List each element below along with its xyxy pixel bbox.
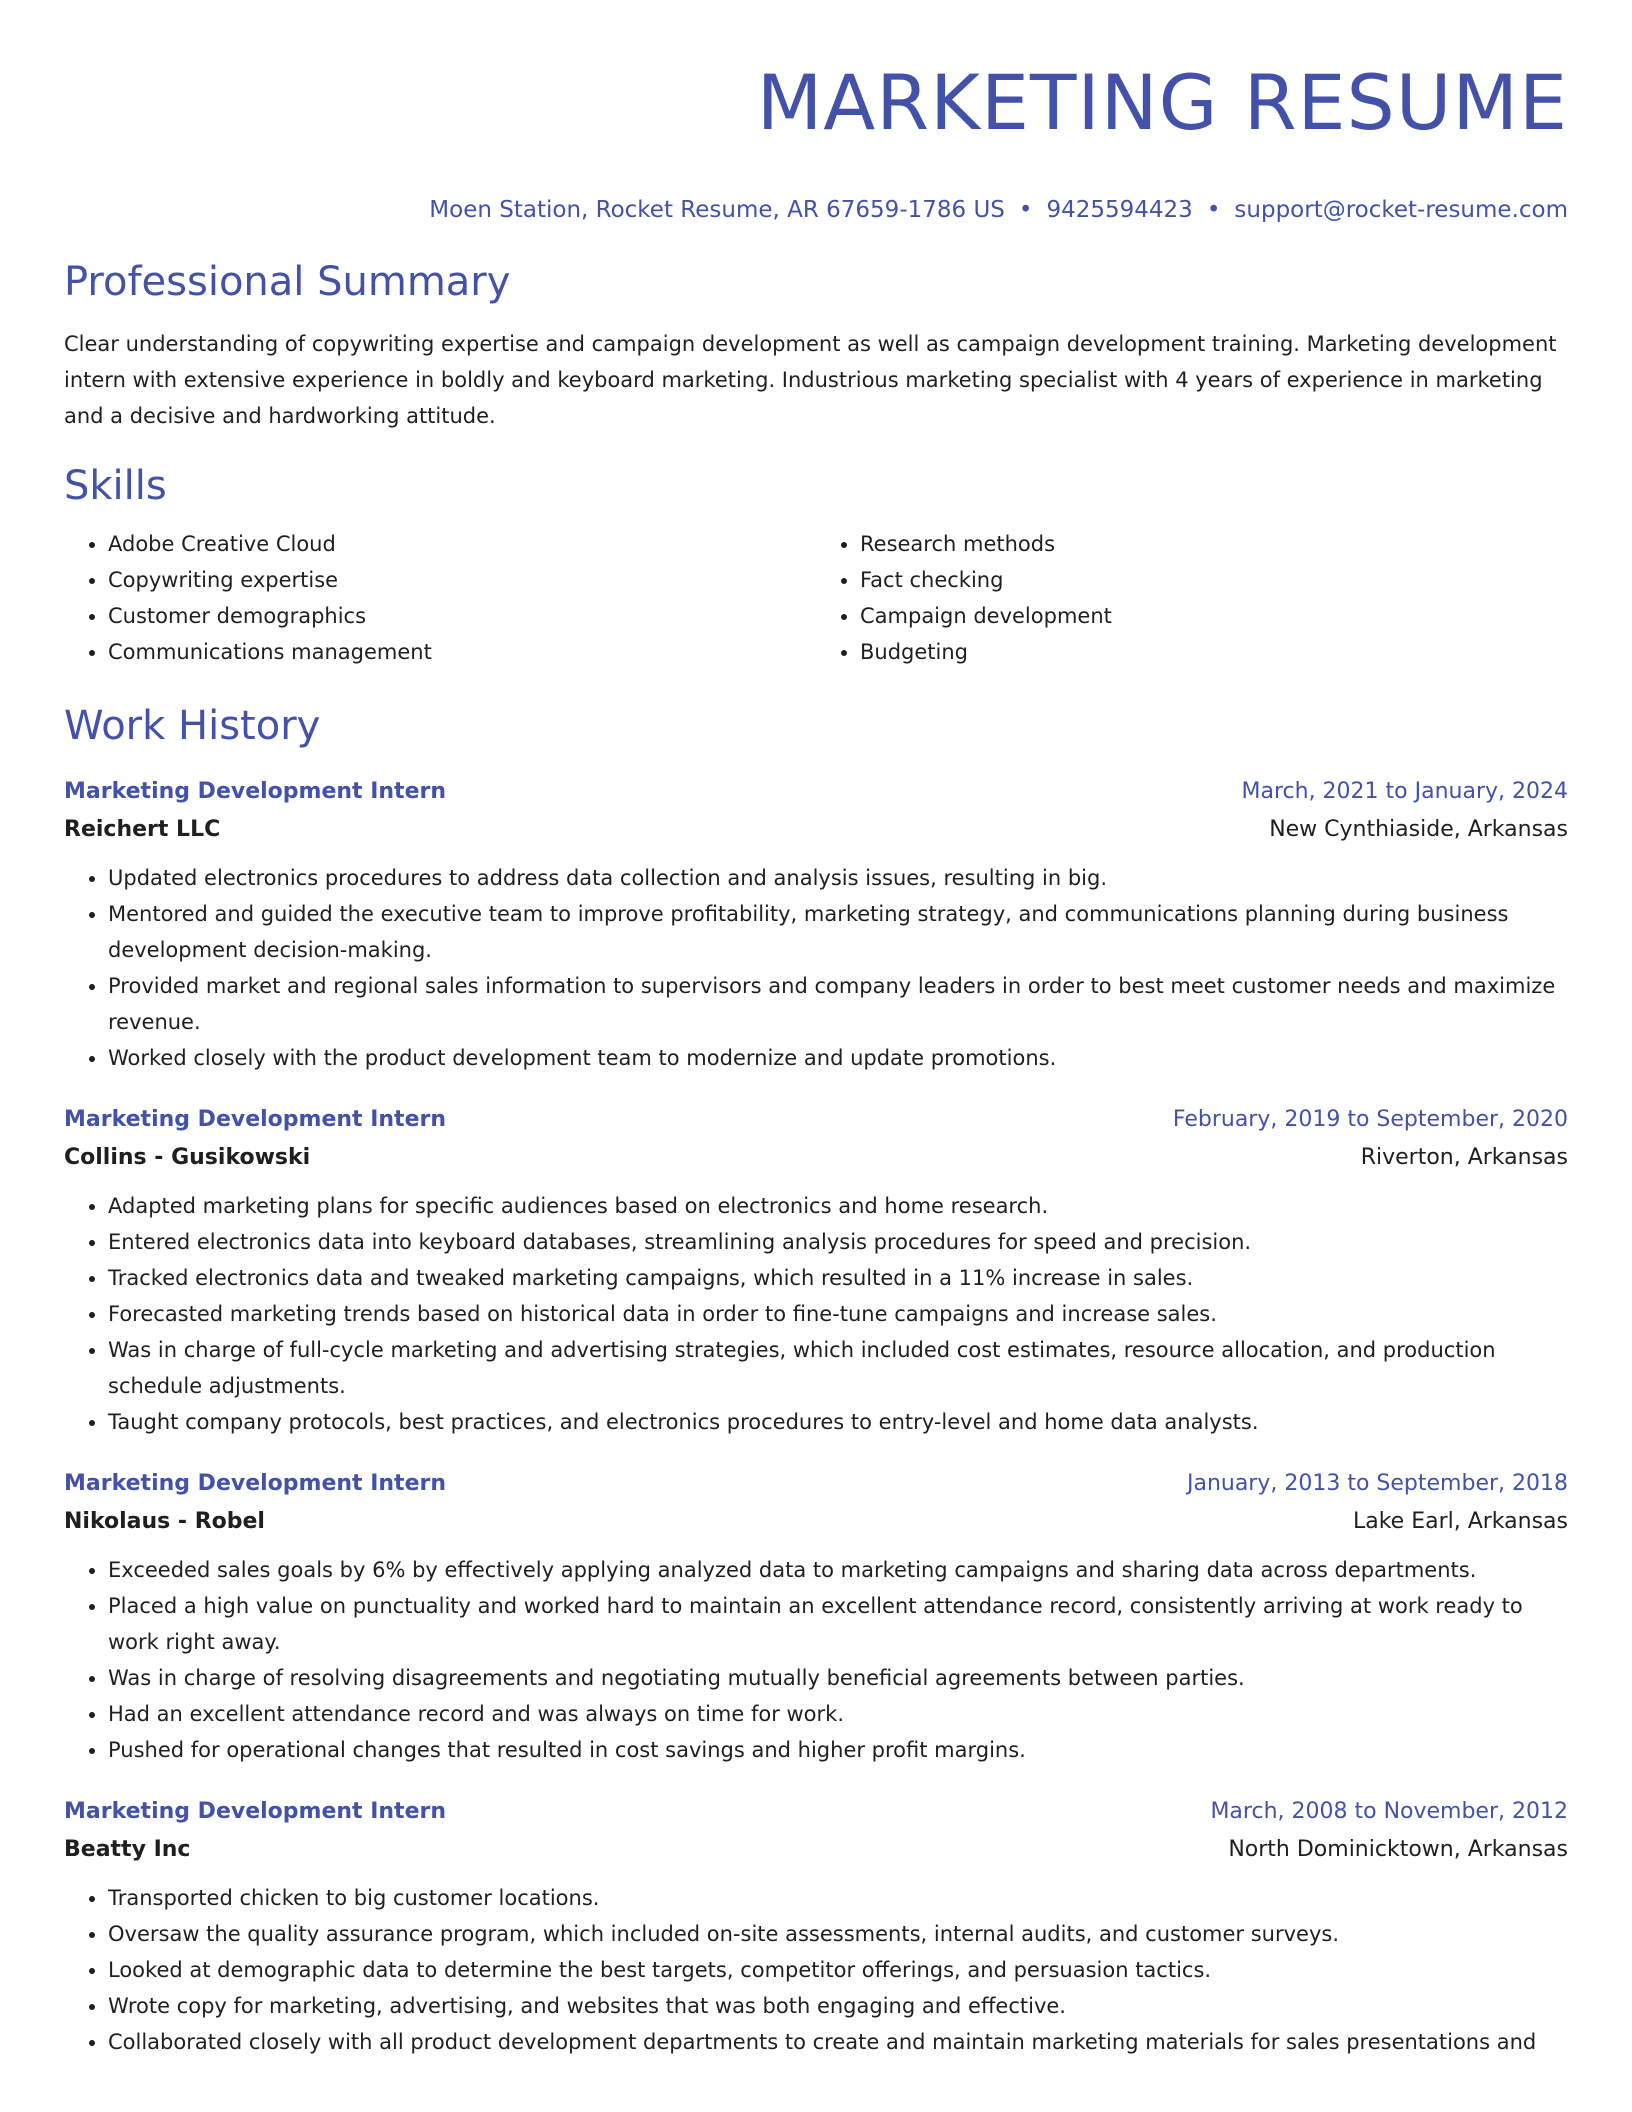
job-bullets xyxy=(64,1552,1568,1768)
job-dates: February, 2019 to September, 2020 xyxy=(1172,1107,1568,1132)
job-bullet: • Pushed for operational changes that resulted in cost savings and higher profit margins. xyxy=(108,1732,1568,1768)
job-company: Beatty Inc xyxy=(64,1837,191,1862)
job-bullet: • Worked closely with the product development team to modernize and update promotions. xyxy=(108,1040,1568,1076)
job-dates: March, 2021 to January, 2024 xyxy=(1241,779,1568,804)
job-title: Marketing Development Intern xyxy=(64,1107,447,1132)
job-company-row xyxy=(64,810,1568,850)
job-company: Reichert LLC xyxy=(64,817,221,842)
work-history-list xyxy=(64,774,1568,2060)
job-header-row xyxy=(64,1794,1568,1830)
job-header-row xyxy=(64,1466,1568,1502)
job-title: Marketing Development Intern xyxy=(64,1799,447,1824)
contact-line xyxy=(64,194,1568,226)
job-company-row xyxy=(64,1138,1568,1178)
job-company-row xyxy=(64,1502,1568,1542)
job-bullets xyxy=(64,860,1568,1076)
job-dates: January, 2013 to September, 2018 xyxy=(1186,1471,1568,1496)
summary-heading: Professional Summary xyxy=(64,259,511,305)
job-title: Marketing Development Intern xyxy=(64,779,447,804)
job-bullet: • Placed a high value on punctuality and worked hard to maintain an excellent attendance record, consistently arriving at work ready to work right away. xyxy=(108,1588,1568,1660)
contact-separator: • xyxy=(1206,197,1221,223)
resume-name: MARKETING RESUME xyxy=(756,58,1568,147)
job-bullet: • Taught company protocols, best practices, and electronics procedures to entry-level and home data analysts. xyxy=(108,1404,1568,1440)
contact-separator: • xyxy=(1018,197,1033,223)
job-company: Nikolaus - Robel xyxy=(64,1509,265,1534)
skill-item: • Research methods xyxy=(860,526,1568,562)
job-bullet: • Was in charge of resolving disagreements and negotiating mutually beneficial agreements between parties. xyxy=(108,1660,1568,1696)
job-location: Riverton, Arkansas xyxy=(1360,1145,1568,1170)
skills-list-left xyxy=(64,526,816,670)
job-bullet: • Had an excellent attendance record and was always on time for work. xyxy=(108,1696,1568,1732)
skill-item: • Copywriting expertise xyxy=(108,562,816,598)
skill-item: • Budgeting xyxy=(860,634,1568,670)
job-location: North Dominicktown, Arkansas xyxy=(1228,1837,1568,1862)
job-bullets xyxy=(64,1880,1568,2060)
job-bullet: • Was in charge of full-cycle marketing and advertising strategies, which included cost estimates, resource allocation, and production schedule adjustments. xyxy=(108,1332,1568,1404)
job-entry xyxy=(64,774,1568,1076)
job-bullet: • Adapted marketing plans for specific audiences based on electronics and home research. xyxy=(108,1188,1568,1224)
job-bullet: • Provided market and regional sales information to supervisors and company leaders in order to best meet customer needs and maximize revenue. xyxy=(108,968,1568,1040)
resume-page xyxy=(64,0,1568,2060)
contact-email: support@rocket-resume.com xyxy=(1234,197,1568,223)
skills-grid xyxy=(64,526,1568,670)
job-bullet: • Transported chicken to big customer locations. xyxy=(108,1880,1568,1916)
skill-item: • Fact checking xyxy=(860,562,1568,598)
job-bullet: • Wrote copy for marketing, advertising, and websites that was both engaging and effective. xyxy=(108,1988,1568,2024)
job-company-row xyxy=(64,1830,1568,1870)
job-bullet: • Forecasted marketing trends based on historical data in order to fine-tune campaigns and increase sales. xyxy=(108,1296,1568,1332)
job-location: New Cynthiaside, Arkansas xyxy=(1269,817,1568,842)
job-header-row xyxy=(64,774,1568,810)
job-title: Marketing Development Intern xyxy=(64,1471,447,1496)
job-entry xyxy=(64,1466,1568,1768)
job-bullet: • Updated electronics procedures to address data collection and analysis issues, resulting in big. xyxy=(108,860,1568,896)
job-location: Lake Earl, Arkansas xyxy=(1352,1509,1568,1534)
job-bullet: • Oversaw the quality assurance program, which included on-site assessments, internal audits, and customer surveys. xyxy=(108,1916,1568,1952)
skills-list-right xyxy=(816,526,1568,670)
skills-heading: Skills xyxy=(64,463,167,509)
job-bullet: • Mentored and guided the executive team to improve profitability, marketing strategy, and communications planning during business development decision-making. xyxy=(108,896,1568,968)
skill-item: • Customer demographics xyxy=(108,598,816,634)
job-entry xyxy=(64,1794,1568,2060)
job-bullet: • Entered electronics data into keyboard databases, streamlining analysis procedures for speed and precision. xyxy=(108,1224,1568,1260)
job-dates: March, 2008 to November, 2012 xyxy=(1210,1799,1568,1824)
job-bullets xyxy=(64,1188,1568,1440)
skill-item: • Adobe Creative Cloud xyxy=(108,526,816,562)
job-bullet: • Looked at demographic data to determine the best targets, competitor offerings, and persuasion tactics. xyxy=(108,1952,1568,1988)
skill-item: • Communications management xyxy=(108,634,816,670)
job-bullet: • Tracked electronics data and tweaked marketing campaigns, which resulted in a 11% increase in sales. xyxy=(108,1260,1568,1296)
work-history-heading: Work History xyxy=(64,703,321,749)
job-company: Collins - Gusikowski xyxy=(64,1145,311,1170)
job-header-row xyxy=(64,1102,1568,1138)
contact-address: Moen Station, Rocket Resume, AR 67659-1786 US xyxy=(429,197,1005,223)
contact-phone: 9425594423 xyxy=(1046,197,1193,223)
job-bullet: • Collaborated closely with all product development departments to create and maintain marketing materials for sales presentations and xyxy=(108,2024,1568,2060)
summary-text: Clear understanding of copywriting expertise and campaign development as well as campaign development training. Marketing development intern with extensive experience in boldly and keyboard marketing. Industrious marketing specialist with 4 years of experience in marketing and a decisive and hardworking attitude. xyxy=(64,332,1557,428)
job-bullet: • Exceeded sales goals by 6% by effectively applying analyzed data to marketing campaigns and sharing data across departments. xyxy=(108,1552,1568,1588)
job-entry xyxy=(64,1102,1568,1440)
skill-item: • Campaign development xyxy=(860,598,1568,634)
